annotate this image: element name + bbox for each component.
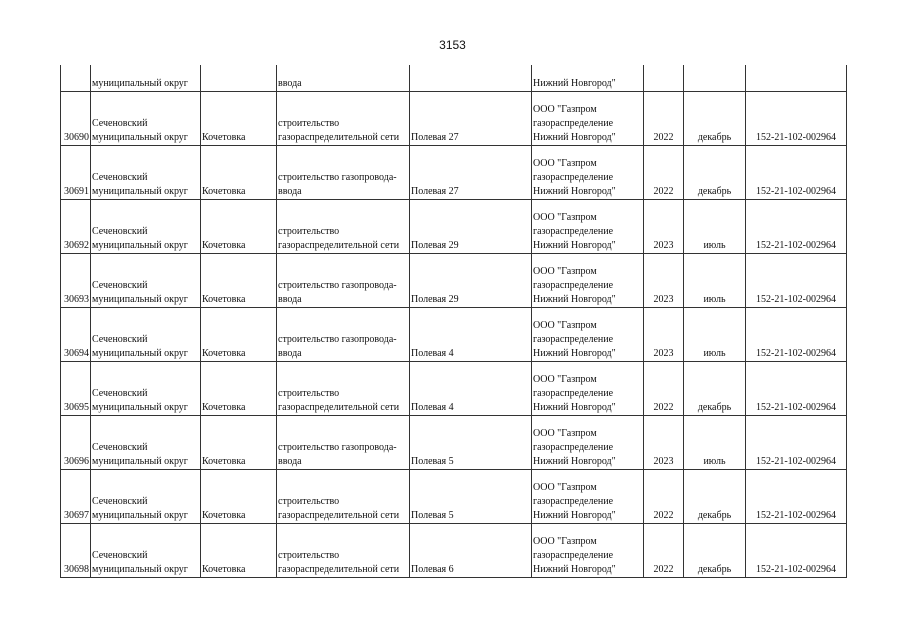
district-line: муниципальный округ [92, 348, 188, 359]
month-cell: декабрь [684, 362, 746, 416]
org-line: газораспределение [533, 550, 614, 561]
street-cell: Полевая 27 [410, 92, 532, 146]
work-line: строительство [278, 496, 340, 507]
code-cell: 152-21-102-002964 [746, 308, 847, 362]
code-cell: 152-21-102-002964 [746, 200, 847, 254]
district-line: муниципальный округ [92, 564, 188, 575]
number-cell: 30690 [61, 92, 91, 146]
work-line: строительство [278, 388, 340, 399]
month-cell: июль [684, 254, 746, 308]
district-line: Сеченовский [92, 496, 148, 507]
org-line: Нижний Новгород" [533, 348, 616, 359]
settlement-cell: Кочетовка [201, 146, 277, 200]
org-line: ООО "Газпром [533, 320, 597, 331]
district-cell [91, 470, 201, 524]
district-line: Сеченовский [92, 172, 148, 183]
page-number: 3153 [439, 38, 466, 52]
district-cell [91, 146, 201, 200]
settlement-cell: Кочетовка [201, 308, 277, 362]
year-cell: 2022 [644, 524, 684, 578]
work-type-cell [277, 362, 410, 416]
district-line: Сеченовский [92, 550, 148, 561]
org-line: Нижний Новгород" [533, 564, 616, 575]
table-row [61, 254, 847, 308]
month-cell: декабрь [684, 92, 746, 146]
table-row [61, 308, 847, 362]
district-cell [91, 65, 201, 92]
work-line: газораспределительной сети [278, 132, 400, 143]
number-cell: 30698 [61, 524, 91, 578]
table-row [61, 362, 847, 416]
code-cell: 152-21-102-002964 [746, 254, 847, 308]
work-line: ввода [278, 186, 302, 197]
org-line: ООО "Газпром [533, 104, 597, 115]
work-line: ввода [278, 456, 302, 467]
table-body [61, 65, 847, 578]
district-line: муниципальный округ [92, 78, 188, 89]
street-cell: Полевая 29 [410, 200, 532, 254]
code-cell: 152-21-102-002964 [746, 146, 847, 200]
district-line: Сеченовский [92, 334, 148, 345]
year-cell: 2023 [644, 254, 684, 308]
org-line: Нижний Новгород" [533, 294, 616, 305]
month-cell: июль [684, 416, 746, 470]
district-line: Сеченовский [92, 226, 148, 237]
work-line: газораспределительной сети [278, 564, 400, 575]
district-line: муниципальный округ [92, 132, 188, 143]
org-line: ООО "Газпром [533, 428, 597, 439]
work-line: ввода [278, 348, 302, 359]
table-row [61, 524, 847, 578]
code-cell [746, 65, 847, 92]
work-line: газораспределительной сети [278, 402, 400, 413]
street-cell: Полевая 27 [410, 146, 532, 200]
org-line: газораспределение [533, 442, 614, 453]
district-line: муниципальный округ [92, 402, 188, 413]
district-line: муниципальный округ [92, 510, 188, 521]
district-cell [91, 92, 201, 146]
year-cell: 2022 [644, 470, 684, 524]
org-line: ООО "Газпром [533, 536, 597, 547]
organization-cell [532, 470, 644, 524]
district-line: муниципальный округ [92, 294, 188, 305]
settlement-cell: Кочетовка [201, 416, 277, 470]
table-row [61, 146, 847, 200]
org-line: газораспределение [533, 118, 614, 129]
org-line: ООО "Газпром [533, 374, 597, 385]
settlement-cell: Кочетовка [201, 524, 277, 578]
org-line: газораспределение [533, 172, 614, 183]
year-cell: 2022 [644, 146, 684, 200]
district-line: муниципальный округ [92, 186, 188, 197]
organization-cell [532, 146, 644, 200]
street-cell: Полевая 5 [410, 416, 532, 470]
code-cell: 152-21-102-002964 [746, 92, 847, 146]
street-cell [410, 65, 532, 92]
code-cell: 152-21-102-002964 [746, 524, 847, 578]
month-cell: декабрь [684, 524, 746, 578]
district-line: муниципальный округ [92, 240, 188, 251]
work-line: строительство газопровода- [278, 280, 397, 291]
street-cell: Полевая 5 [410, 470, 532, 524]
work-line: газораспределительной сети [278, 240, 400, 251]
work-type-cell [277, 146, 410, 200]
year-cell: 2022 [644, 92, 684, 146]
code-cell: 152-21-102-002964 [746, 416, 847, 470]
org-line: Нижний Новгород" [533, 78, 616, 89]
table-row [61, 200, 847, 254]
number-cell: 30692 [61, 200, 91, 254]
district-line: Сеченовский [92, 280, 148, 291]
settlement-cell [201, 65, 277, 92]
district-cell [91, 416, 201, 470]
work-line: строительство газопровода- [278, 442, 397, 453]
work-type-cell [277, 470, 410, 524]
table-row [61, 416, 847, 470]
year-cell: 2022 [644, 362, 684, 416]
table-row [61, 470, 847, 524]
street-cell: Полевая 4 [410, 308, 532, 362]
month-cell: июль [684, 200, 746, 254]
org-line: Нижний Новгород" [533, 456, 616, 467]
settlement-cell: Кочетовка [201, 470, 277, 524]
district-line: Сеченовский [92, 118, 148, 129]
year-cell [644, 65, 684, 92]
work-type-cell [277, 65, 410, 92]
district-line: Сеченовский [92, 388, 148, 399]
work-type-cell [277, 92, 410, 146]
settlement-cell: Кочетовка [201, 92, 277, 146]
district-cell [91, 362, 201, 416]
org-line: Нижний Новгород" [533, 510, 616, 521]
district-cell [91, 524, 201, 578]
number-cell [61, 65, 91, 92]
number-cell: 30691 [61, 146, 91, 200]
organization-cell [532, 200, 644, 254]
gas-connection-table [60, 65, 847, 578]
table-row [61, 92, 847, 146]
work-line: строительство [278, 550, 340, 561]
street-cell: Полевая 4 [410, 362, 532, 416]
month-cell [684, 65, 746, 92]
district-line: Сеченовский [92, 442, 148, 453]
year-cell: 2023 [644, 200, 684, 254]
year-cell: 2023 [644, 416, 684, 470]
street-cell: Полевая 29 [410, 254, 532, 308]
work-type-cell [277, 254, 410, 308]
work-type-cell [277, 308, 410, 362]
work-type-cell [277, 200, 410, 254]
org-line: газораспределение [533, 334, 614, 345]
month-cell: декабрь [684, 470, 746, 524]
month-cell: июль [684, 308, 746, 362]
org-line: газораспределение [533, 496, 614, 507]
settlement-cell: Кочетовка [201, 254, 277, 308]
organization-cell [532, 254, 644, 308]
district-line: муниципальный округ [92, 456, 188, 467]
organization-cell [532, 308, 644, 362]
org-line: газораспределение [533, 280, 614, 291]
org-line: Нижний Новгород" [533, 240, 616, 251]
org-line: ООО "Газпром [533, 158, 597, 169]
work-line: строительство [278, 226, 340, 237]
continuation-row [61, 65, 847, 92]
settlement-cell: Кочетовка [201, 362, 277, 416]
number-cell: 30695 [61, 362, 91, 416]
org-line: газораспределение [533, 226, 614, 237]
district-cell [91, 308, 201, 362]
code-cell: 152-21-102-002964 [746, 470, 847, 524]
organization-cell [532, 362, 644, 416]
org-line: газораспределение [533, 388, 614, 399]
organization-cell [532, 416, 644, 470]
org-line: Нижний Новгород" [533, 186, 616, 197]
street-cell: Полевая 6 [410, 524, 532, 578]
month-cell: декабрь [684, 146, 746, 200]
district-cell [91, 200, 201, 254]
org-line: Нижний Новгород" [533, 132, 616, 143]
work-line: строительство газопровода- [278, 334, 397, 345]
code-cell: 152-21-102-002964 [746, 362, 847, 416]
work-line: строительство [278, 118, 340, 129]
number-cell: 30694 [61, 308, 91, 362]
organization-cell [532, 65, 644, 92]
organization-cell [532, 92, 644, 146]
number-cell: 30693 [61, 254, 91, 308]
number-cell: 30697 [61, 470, 91, 524]
organization-cell [532, 524, 644, 578]
org-line: ООО "Газпром [533, 482, 597, 493]
org-line: Нижний Новгород" [533, 402, 616, 413]
work-line: газораспределительной сети [278, 510, 400, 521]
year-cell: 2023 [644, 308, 684, 362]
settlement-cell: Кочетовка [201, 200, 277, 254]
work-type-cell [277, 416, 410, 470]
org-line: ООО "Газпром [533, 212, 597, 223]
district-cell [91, 254, 201, 308]
number-cell: 30696 [61, 416, 91, 470]
work-type-cell [277, 524, 410, 578]
org-line: ООО "Газпром [533, 266, 597, 277]
work-line: ввода [278, 294, 302, 305]
work-line: строительство газопровода- [278, 172, 397, 183]
work-line: ввода [278, 78, 302, 89]
